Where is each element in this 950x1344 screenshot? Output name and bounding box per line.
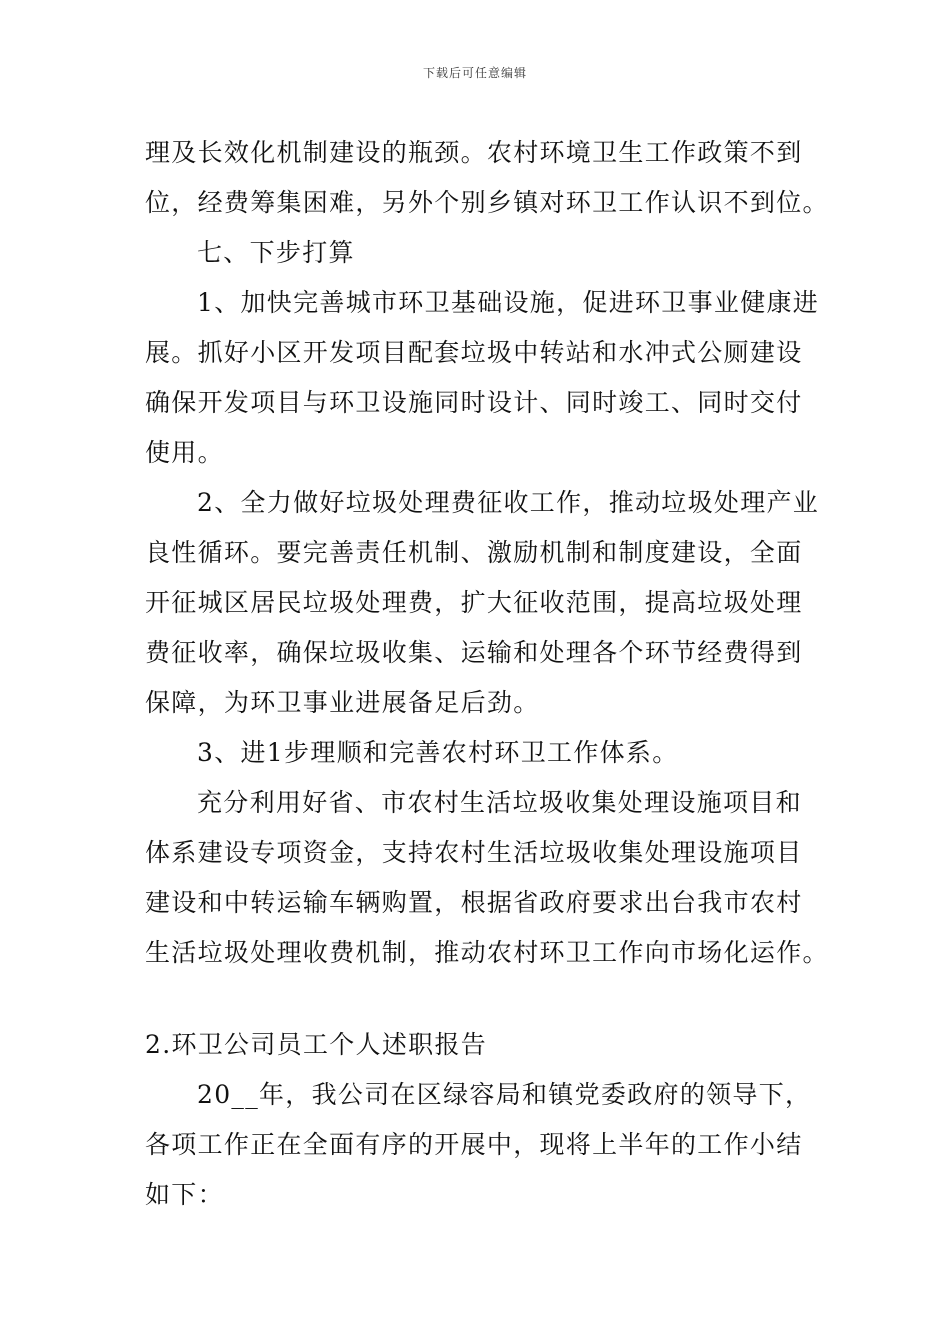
text-line: 费征收率，确保垃圾收集、运输和处理各个环节经费得到 — [145, 638, 803, 667]
text-line: 建设和中转运输车辆购置，根据省政府要求出台我市农村 — [145, 888, 803, 917]
text-line: 生活垃圾处理收费机制，推动农村环卫工作向市场化运作。 — [145, 938, 829, 967]
text-line: 使用。 — [145, 438, 224, 467]
text-line: 理及长效化机制建设的瓶颈。农村环境卫生工作政策不到 — [145, 138, 803, 167]
page-header: 下载后可任意编辑 — [422, 66, 527, 80]
paragraph-start: 2、全力做好垃圾处理费征收工作，推动垃圾处理产业 — [197, 488, 820, 517]
paragraph-start: 1、加快完善城市环卫基础设施，促进环卫事业健康进 — [197, 288, 820, 317]
text-line: 保障，为环卫事业进展备足后劲。 — [145, 688, 540, 717]
text-line: 各项工作正在全面有序的开展中，现将上半年的工作小结 — [145, 1130, 803, 1159]
paragraph-start: 20__年，我公司在区绿容局和镇党委政府的领导下， — [197, 1080, 812, 1109]
document-body — [145, 128, 829, 1220]
paragraph-start: 3、进1步理顺和完善农村环卫工作体系。 — [197, 738, 679, 767]
text-line: 开征城区居民垃圾处理费，扩大征收范围，提高垃圾处理 — [145, 588, 803, 617]
text-line: 如下： — [145, 1180, 224, 1209]
section-title: 2.环卫公司员工个人述职报告 — [145, 1030, 488, 1059]
section-gap — [145, 978, 810, 1020]
text-line: 确保开发项目与环卫设施同时设计、同时竣工、同时交付 — [145, 388, 803, 417]
section-heading: 七、下步打算 — [197, 238, 355, 267]
text-line: 良性循环。要完善责任机制、激励机制和制度建设，全面 — [145, 538, 803, 567]
text-line: 展。抓好小区开发项目配套垃圾中转站和水冲式公厕建设 — [145, 338, 803, 367]
text-line: 体系建设专项资金，支持农村生活垃圾收集处理设施项目 — [145, 838, 803, 867]
text-line: 位，经费筹集困难，另外个别乡镇对环卫工作认识不到位。 — [145, 188, 829, 217]
paragraph-start: 充分利用好省、市农村生活垃圾收集处理设施项目和 — [197, 788, 802, 817]
